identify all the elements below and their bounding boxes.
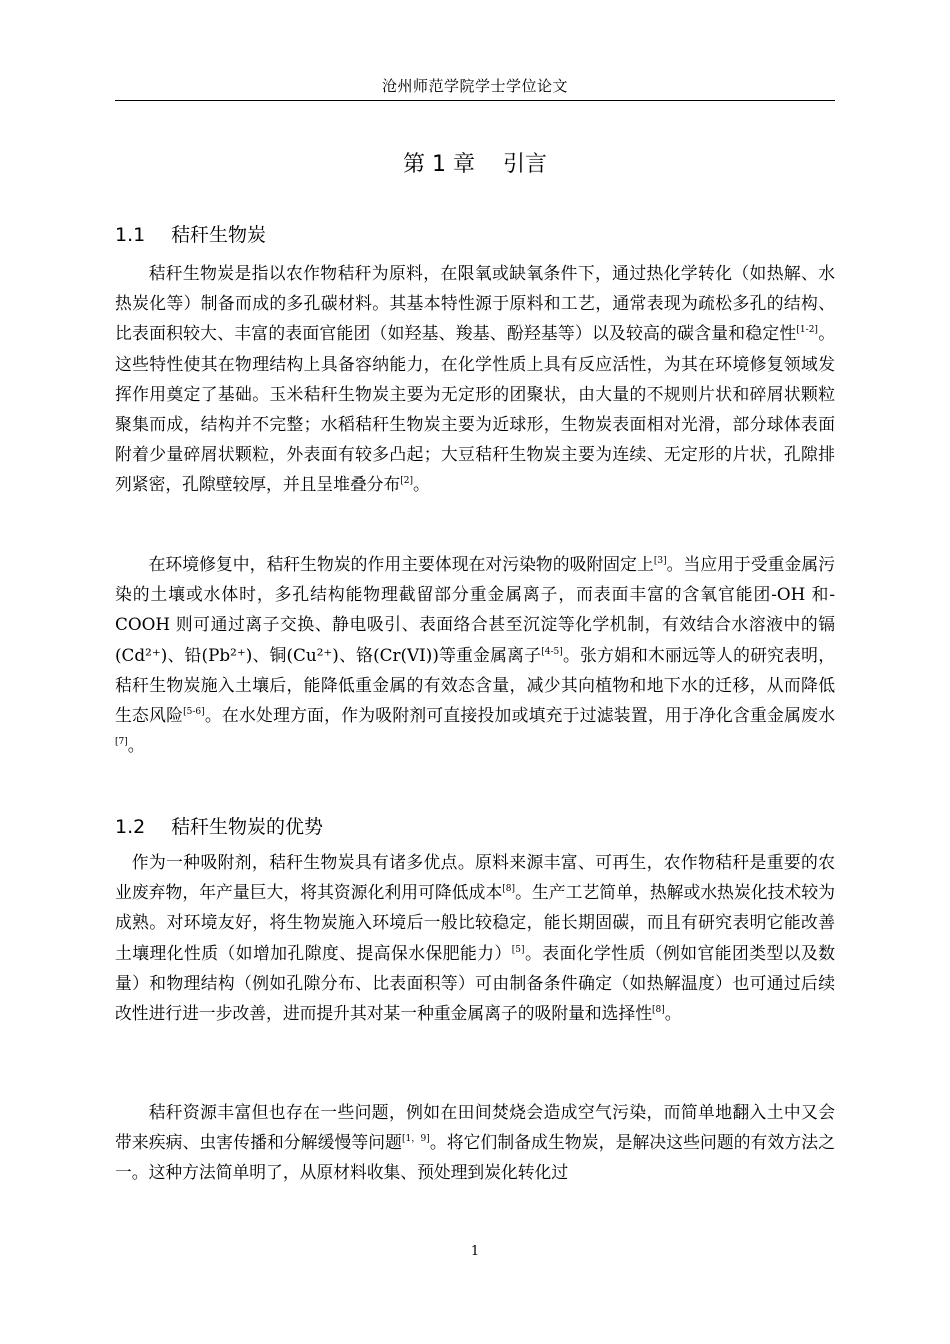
text-run: 。将它们制备成生物炭，是解决这些问题的有效方法之一。这种方法简单明了，从原材料收集、预处理到炭化转化过 bbox=[115, 1132, 835, 1183]
text-run: 。当应用于受重金属污染的土壤或水体时，多孔结构能物理截留部分重金属离子，而表面丰富的含氧官能团-OH 和-COOH 则可通过离子交换、静电吸引、表面络合甚至沉淀等化学机制，有效结合水溶液中的镉(Cd²⁺)、铅(Pb²⁺)、铜(Cu²⁺)、铬(Cr(VI))等重金属离子 bbox=[115, 554, 835, 665]
section-title: 秸秆生物炭 bbox=[171, 224, 267, 246]
section-number: 1.1 bbox=[115, 224, 146, 246]
citation: [1，9] bbox=[402, 1134, 430, 1145]
text-run: 秸秆资源丰富但也存在一些问题，例如在田间焚烧会造成空气污染，而简单地翻入土中又会带来疾病、虫害传播和分解缓慢等问题 bbox=[115, 1102, 835, 1153]
citation: [2] bbox=[400, 476, 414, 487]
paragraph bbox=[115, 258, 835, 500]
text-run: 。 bbox=[664, 1003, 682, 1024]
citation: [7] bbox=[115, 737, 128, 748]
paragraph bbox=[115, 847, 835, 1028]
text-run: 。在水处理方面，作为吸附剂可直接投加或填充于过滤装置，用于净化含重金属废水 bbox=[204, 705, 835, 726]
running-header: 沧州师范学院学士学位论文 bbox=[381, 77, 568, 95]
section-heading-1-2 bbox=[115, 814, 835, 840]
citation: [3] bbox=[653, 556, 667, 566]
paragraph bbox=[115, 549, 835, 760]
citation: [5-6] bbox=[183, 707, 205, 718]
section-title: 秸秆生物炭的优势 bbox=[171, 816, 324, 838]
text-run: 作为一种吸附剂，秸秆生物炭具有诸多优点。原料来源丰富、可再生，农作物秸秆是重要的农业废弃物，年产量巨大，将其资源化利用可降低成本 bbox=[115, 852, 835, 903]
citation: [4-5] bbox=[541, 646, 563, 657]
section-heading-1-1 bbox=[115, 222, 835, 248]
header-rule bbox=[115, 100, 835, 101]
citation: [8] bbox=[652, 1005, 665, 1016]
citation: [5] bbox=[511, 944, 525, 955]
section-number: 1.2 bbox=[115, 816, 146, 838]
chapter-title: 第 1 章 引言 bbox=[403, 152, 547, 177]
citation: [8] bbox=[502, 884, 516, 895]
text-run: 。这些特性使其在物理结构上具备容纳能力，在化学性质上具有反应活性，为其在环境修复领域发挥作用奠定了基础。玉米秸秆生物炭主要为无定形的团聚状，由大量的不规则片状和碎屑状颗粒聚集而成，结构并不完整；水稻秸秆生物炭主要为近球形，生物炭表面相对光滑，部分球体表面附着少量碎屑状颗粒，外表面有较多凸起；大豆秸秆生物炭主要为连续、无定形的片状，孔隙排列紧密，孔隙壁较厚，并且呈堆叠分布 bbox=[115, 323, 835, 495]
citation: [1-2] bbox=[796, 325, 818, 336]
text-run: 。张方娟和木丽远等人的研究表明，秸秆生物炭施入土壤后，能降低重金属的有效态含量，减少其向植物和地下水的迁移，从而降低生态风险 bbox=[115, 644, 835, 726]
text-run: 。表面化学性质（例如官能团类型以及数量）和物理结构（例如孔隙分布、比表面积等）可由制备条件确定（如热解温度）也可通过后续改性进行进一步改善，进而提升其对某一种重金属离子的吸附量和选择性 bbox=[115, 942, 835, 1024]
page-number: 1 bbox=[470, 1244, 480, 1259]
text-run: 。 bbox=[127, 735, 145, 756]
paragraph bbox=[115, 1097, 835, 1188]
text-run: 秸秆生物炭是指以农作物秸秆为原料，在限氧或缺氧条件下，通过热化学转化（如热解、水热炭化等）制备而成的多孔碳材料。其基本特性源于原料和工艺，通常表现为疏松多孔的结构、比表面积较大、丰富的表面官能团（如羟基、羧基、酚羟基等）以及较高的碳含量和稳定性 bbox=[115, 263, 835, 344]
text-run: 。 bbox=[413, 474, 430, 495]
text-run: 在环境修复中，秸秆生物炭的作用主要体现在对污染物的吸附固定上 bbox=[148, 554, 654, 574]
text-run: 。生产工艺简单，热解或水热炭化技术较为成熟。对环境友好，将生物炭施入环境后一般比较稳定，能长期固碳，而且有研究表明它能改善土壤理化性质（如增加孔隙度、提高保水保肥能力） bbox=[115, 882, 835, 963]
